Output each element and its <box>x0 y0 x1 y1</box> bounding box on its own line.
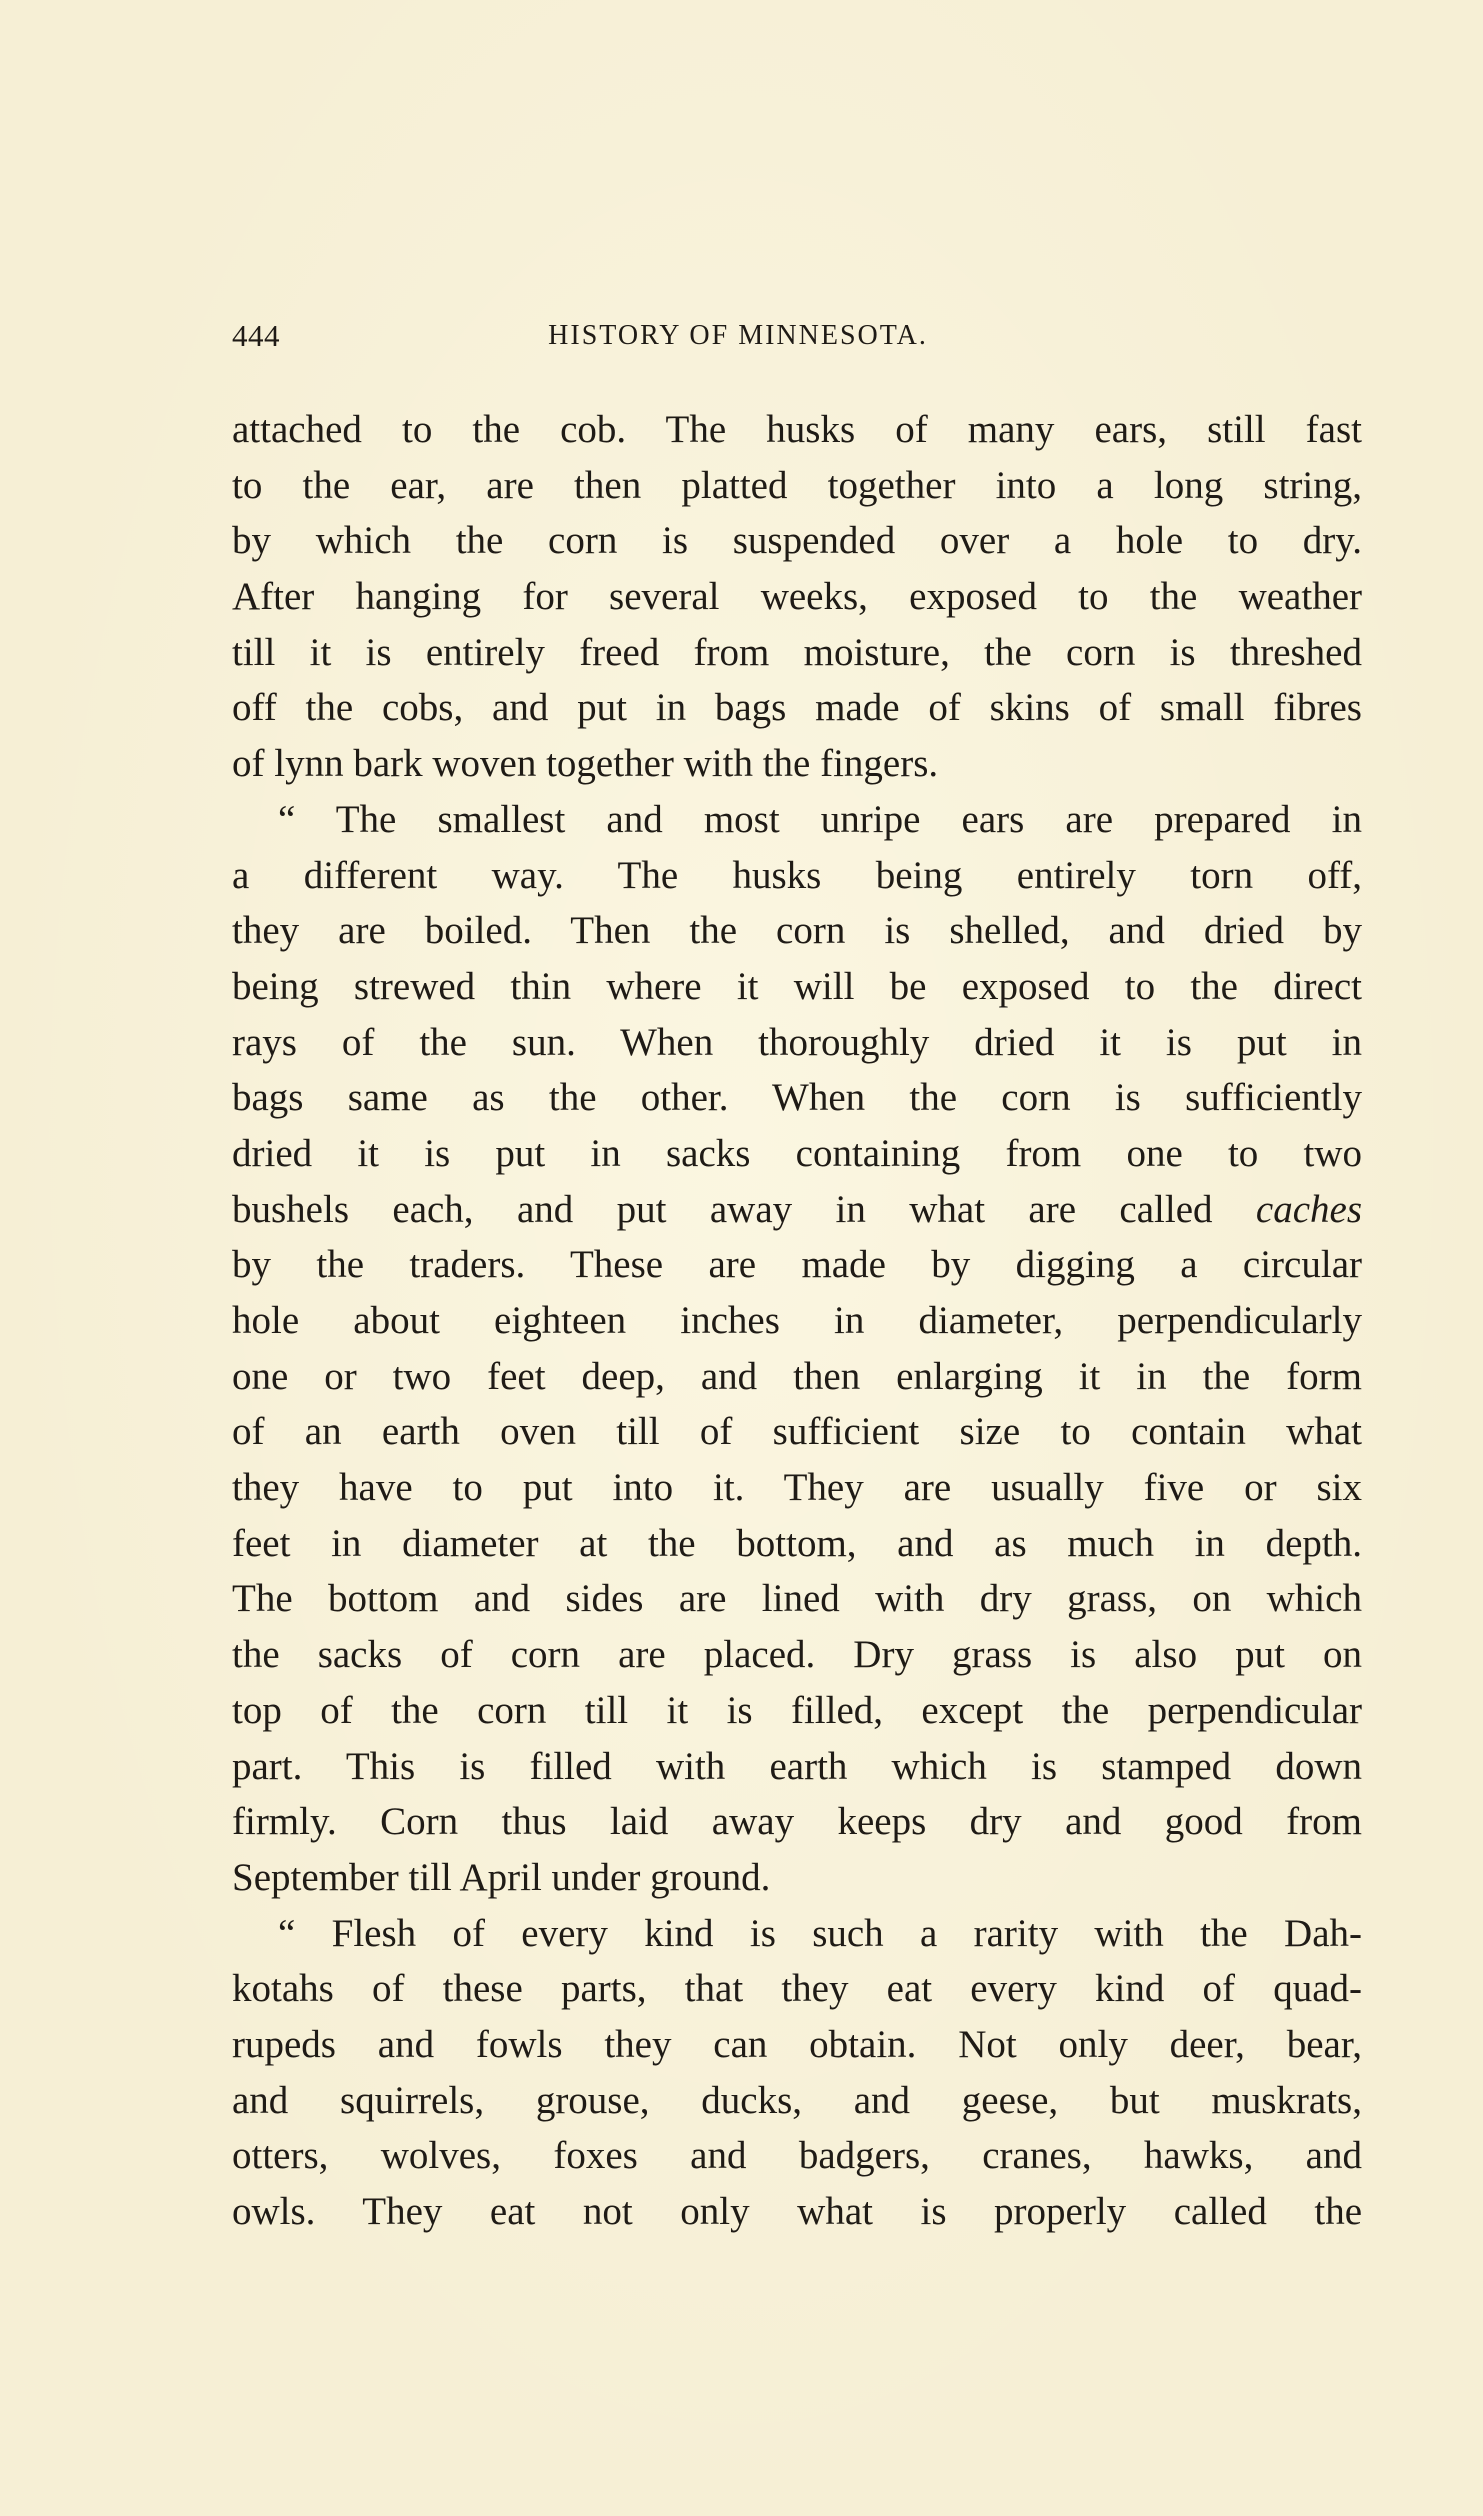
text-line: by which the corn is suspended over a hole to dry. <box>232 519 1362 563</box>
text-line: The bottom and sides are lined with dry grass, on which <box>232 1577 1362 1621</box>
text-line: a different way. The husks being entirely torn off, <box>232 853 1362 897</box>
page-number: 444 <box>232 318 280 353</box>
text-line: and squirrels, grouse, ducks, and geese, but muskrats, <box>232 2078 1362 2122</box>
text-line: attached to the cob. The husks of many ears, still fast <box>232 408 1362 451</box>
text-line: top of the corn till it is filled, except the perpendicular <box>232 1688 1362 1732</box>
text-line: of an earth oven till of sufficient size to contain what <box>232 1410 1362 1454</box>
line-text: bushels each, and put away in what are called <box>232 1187 1256 1231</box>
text-line: off the cobs, and put in bags made of skins of small fibres <box>232 686 1362 730</box>
page-header <box>232 318 1244 362</box>
text-line: otters, wolves, foxes and badgers, cranes, hawks, and <box>232 2134 1362 2178</box>
text-line: dried it is put in sacks containing from one to two <box>232 1131 1362 1175</box>
text-line: one or two feet deep, and then enlarging it in the form <box>232 1354 1362 1398</box>
text-line: bags same as the other. When the corn is sufficiently <box>232 1076 1362 1120</box>
text-line: being strewed thin where it will be exposed to the direct <box>232 964 1362 1008</box>
running-title: HISTORY OF MINNESOTA. <box>548 320 928 351</box>
text-line: firmly. Corn thus laid away keeps dry and good from <box>232 1800 1362 1844</box>
text-line: kotahs of these parts, that they eat every kind of quad- <box>232 1967 1362 2011</box>
text-line: they have to put into it. They are usually five or six <box>232 1466 1362 1510</box>
text-line: part. This is filled with earth which is stamped down <box>232 1744 1362 1788</box>
text-line: owls. They eat not only what is properly called the <box>232 2190 1362 2233</box>
paragraph-start-line: “ Flesh of every kind is such a rarity with the Dah- <box>278 1911 1362 1955</box>
text-line: rupeds and fowls they can obtain. Not only deer, bear, <box>232 2022 1362 2066</box>
text-line: of lynn bark woven together with the fingers. <box>232 742 939 786</box>
body-text <box>232 402 1362 2240</box>
text-line: by the traders. These are made by digging a circular <box>232 1243 1362 1287</box>
text-line: they are boiled. Then the corn is shelled, and dried by <box>232 909 1362 953</box>
text-line: September till April under ground. <box>232 1855 771 1899</box>
text-line: feet in diameter at the bottom, and as much in depth. <box>232 1521 1362 1565</box>
paragraph-start-line: “ The smallest and most unripe ears are prepared in <box>278 797 1362 841</box>
text-line: rays of the sun. When thoroughly dried it is put in <box>232 1020 1362 1064</box>
text-line: hole about eighteen inches in diameter, perpendicularly <box>232 1299 1362 1342</box>
text-line: to the ear, are then platted together into a long string, <box>232 463 1362 507</box>
text-line: till it is entirely freed from moisture, the corn is threshed <box>232 630 1362 674</box>
text-line-with-italic <box>232 1182 1362 1238</box>
italic-word: caches <box>1255 1187 1362 1231</box>
text-line: After hanging for several weeks, exposed to the weather <box>232 575 1362 619</box>
text-line: the sacks of corn are placed. Dry grass is also put on <box>232 1633 1362 1677</box>
